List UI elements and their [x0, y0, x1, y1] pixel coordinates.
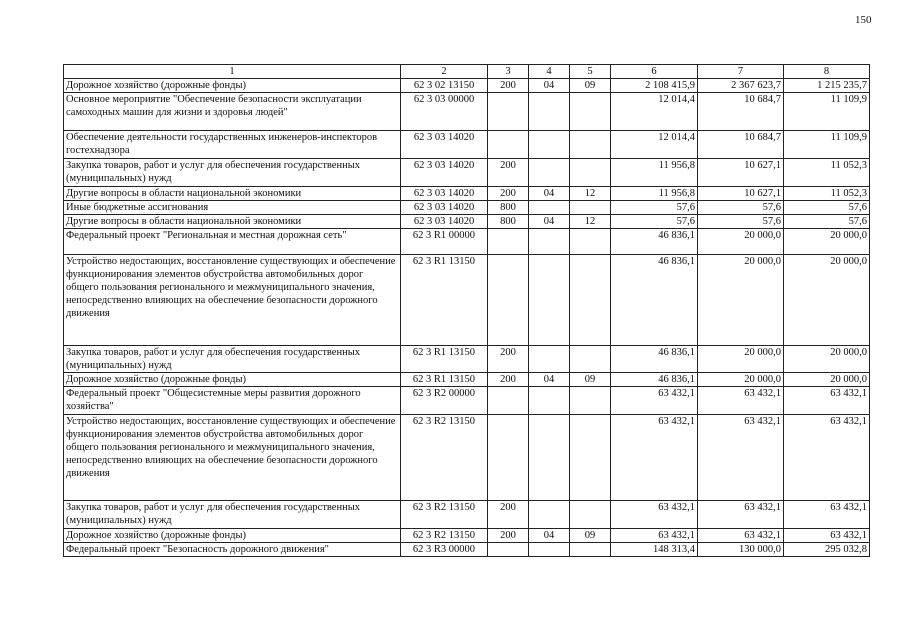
column-header: 4 [529, 65, 570, 79]
expense-type-cell [488, 93, 529, 131]
row-name-cell: Основное мероприятие "Обеспечение безопасности эксплуатации самоходных машин для жизни и здоровья людей" [64, 93, 401, 131]
column-header: 6 [611, 65, 698, 79]
subsection-cell [570, 345, 611, 372]
column-header: 1 [64, 65, 401, 79]
section-cell [529, 500, 570, 528]
subsection-cell [570, 500, 611, 528]
expense-type-cell: 800 [488, 200, 529, 214]
amount-col8-cell: 63 432,1 [784, 387, 870, 414]
budget-code-cell: 62 3 R2 13150 [401, 500, 488, 528]
row-name-cell: Другие вопросы в области национальной экономики [64, 186, 401, 200]
budget-code-cell: 62 3 R1 13150 [401, 373, 488, 387]
amount-col7-cell: 63 432,1 [698, 414, 784, 500]
table-row [64, 254, 870, 345]
section-cell [529, 228, 570, 254]
amount-col7-cell: 20 000,0 [698, 228, 784, 254]
section-cell [529, 414, 570, 500]
expense-type-cell [488, 542, 529, 556]
page-number: 150 [855, 14, 872, 26]
budget-code-cell: 62 3 R2 13150 [401, 414, 488, 500]
amount-col7-cell: 130 000,0 [698, 542, 784, 556]
subsection-cell [570, 131, 611, 159]
row-name-cell: Дорожное хозяйство (дорожные фонды) [64, 528, 401, 542]
expense-type-cell: 200 [488, 373, 529, 387]
section-cell [529, 159, 570, 186]
amount-col7-cell: 57,6 [698, 214, 784, 228]
amount-col8-cell: 11 052,3 [784, 159, 870, 186]
expense-type-cell [488, 254, 529, 345]
amount-col6-cell: 57,6 [611, 214, 698, 228]
subsection-cell [570, 228, 611, 254]
subsection-cell: 09 [570, 528, 611, 542]
expense-type-cell [488, 414, 529, 500]
table-row [64, 500, 870, 528]
table-row [64, 159, 870, 186]
amount-col6-cell: 46 836,1 [611, 228, 698, 254]
table-row [64, 93, 870, 131]
subsection-cell: 09 [570, 79, 611, 93]
amount-col6-cell: 11 956,8 [611, 186, 698, 200]
section-cell [529, 254, 570, 345]
subsection-cell: 12 [570, 186, 611, 200]
amount-col7-cell: 20 000,0 [698, 254, 784, 345]
subsection-cell [570, 254, 611, 345]
section-cell [529, 387, 570, 414]
column-header: 3 [488, 65, 529, 79]
row-name-cell: Закупка товаров, работ и услуг для обеспечения государственных (муниципальных) нужд [64, 500, 401, 528]
expense-type-cell [488, 131, 529, 159]
section-cell [529, 93, 570, 131]
expense-type-cell [488, 387, 529, 414]
expense-type-cell [488, 228, 529, 254]
expense-type-cell: 200 [488, 528, 529, 542]
table-row [64, 228, 870, 254]
row-name-cell: Дорожное хозяйство (дорожные фонды) [64, 373, 401, 387]
amount-col7-cell: 10 684,7 [698, 93, 784, 131]
amount-col7-cell: 10 684,7 [698, 131, 784, 159]
table-row [64, 79, 870, 93]
table-row [64, 186, 870, 200]
amount-col7-cell: 20 000,0 [698, 345, 784, 372]
budget-code-cell: 62 3 R2 00000 [401, 387, 488, 414]
budget-code-cell: 62 3 03 14020 [401, 200, 488, 214]
section-cell [529, 200, 570, 214]
budget-code-cell: 62 3 03 00000 [401, 93, 488, 131]
amount-col8-cell: 57,6 [784, 214, 870, 228]
row-name-cell: Другие вопросы в области национальной экономики [64, 214, 401, 228]
table-row [64, 131, 870, 159]
expense-type-cell: 200 [488, 159, 529, 186]
row-name-cell: Дорожное хозяйство (дорожные фонды) [64, 79, 401, 93]
budget-code-cell: 62 3 R2 13150 [401, 528, 488, 542]
amount-col8-cell: 11 109,9 [784, 93, 870, 131]
section-cell [529, 542, 570, 556]
expense-type-cell: 200 [488, 345, 529, 372]
budget-code-cell: 62 3 R1 13150 [401, 254, 488, 345]
section-cell: 04 [529, 186, 570, 200]
amount-col8-cell: 20 000,0 [784, 373, 870, 387]
table-header-row [64, 65, 870, 79]
section-cell: 04 [529, 528, 570, 542]
amount-col8-cell: 63 432,1 [784, 414, 870, 500]
amount-col8-cell: 20 000,0 [784, 254, 870, 345]
amount-col7-cell: 2 367 623,7 [698, 79, 784, 93]
amount-col6-cell: 63 432,1 [611, 414, 698, 500]
row-name-cell: Устройство недостающих, восстановление существующих и обеспечение функционирования элементов обустройства автомобильных дорог общего пользования регионального и межмуниципального значения, непосредственно влияющих на обеспечение безопасности дорожного движения [64, 414, 401, 500]
amount-col6-cell: 63 432,1 [611, 528, 698, 542]
amount-col6-cell: 12 014,4 [611, 131, 698, 159]
section-cell: 04 [529, 373, 570, 387]
amount-col6-cell: 2 108 415,9 [611, 79, 698, 93]
amount-col8-cell: 63 432,1 [784, 500, 870, 528]
row-name-cell: Федеральный проект "Безопасность дорожного движения" [64, 542, 401, 556]
amount-col7-cell: 10 627,1 [698, 159, 784, 186]
amount-col6-cell: 12 014,4 [611, 93, 698, 131]
budget-code-cell: 62 3 R1 00000 [401, 228, 488, 254]
amount-col7-cell: 10 627,1 [698, 186, 784, 200]
table-row [64, 387, 870, 414]
table-row [64, 345, 870, 372]
subsection-cell [570, 414, 611, 500]
row-name-cell: Обеспечение деятельности государственных инженеров-инспекторов гостехнадзора [64, 131, 401, 159]
amount-col8-cell: 20 000,0 [784, 228, 870, 254]
budget-code-cell: 62 3 R3 00000 [401, 542, 488, 556]
amount-col6-cell: 57,6 [611, 200, 698, 214]
subsection-cell [570, 542, 611, 556]
expense-type-cell: 800 [488, 214, 529, 228]
amount-col6-cell: 46 836,1 [611, 254, 698, 345]
row-name-cell: Иные бюджетные ассигнования [64, 200, 401, 214]
budget-code-cell: 62 3 03 14020 [401, 186, 488, 200]
amount-col7-cell: 63 432,1 [698, 528, 784, 542]
column-header: 5 [570, 65, 611, 79]
row-name-cell: Федеральный проект "Региональная и местная дорожная сеть" [64, 228, 401, 254]
amount-col8-cell: 11 109,9 [784, 131, 870, 159]
budget-code-cell: 62 3 R1 13150 [401, 345, 488, 372]
amount-col8-cell: 295 032,8 [784, 542, 870, 556]
budget-code-cell: 62 3 03 14020 [401, 159, 488, 186]
amount-col6-cell: 11 956,8 [611, 159, 698, 186]
expense-type-cell: 200 [488, 79, 529, 93]
table-row [64, 528, 870, 542]
section-cell: 04 [529, 214, 570, 228]
column-header: 7 [698, 65, 784, 79]
subsection-cell [570, 159, 611, 186]
subsection-cell [570, 200, 611, 214]
budget-code-cell: 62 3 03 14020 [401, 131, 488, 159]
amount-col7-cell: 57,6 [698, 200, 784, 214]
amount-col8-cell: 57,6 [784, 200, 870, 214]
amount-col7-cell: 63 432,1 [698, 387, 784, 414]
budget-code-cell: 62 3 02 13150 [401, 79, 488, 93]
budget-code-cell: 62 3 03 14020 [401, 214, 488, 228]
amount-col8-cell: 63 432,1 [784, 528, 870, 542]
column-header: 8 [784, 65, 870, 79]
row-name-cell: Закупка товаров, работ и услуг для обеспечения государственных (муниципальных) нужд [64, 159, 401, 186]
section-cell: 04 [529, 79, 570, 93]
amount-col6-cell: 148 313,4 [611, 542, 698, 556]
amount-col6-cell: 63 432,1 [611, 500, 698, 528]
amount-col7-cell: 20 000,0 [698, 373, 784, 387]
budget-table [63, 64, 870, 557]
column-header: 2 [401, 65, 488, 79]
amount-col6-cell: 63 432,1 [611, 387, 698, 414]
amount-col7-cell: 63 432,1 [698, 500, 784, 528]
table-row [64, 200, 870, 214]
subsection-cell [570, 93, 611, 131]
section-cell [529, 131, 570, 159]
amount-col6-cell: 46 836,1 [611, 345, 698, 372]
expense-type-cell: 200 [488, 186, 529, 200]
expense-type-cell: 200 [488, 500, 529, 528]
row-name-cell: Устройство недостающих, восстановление существующих и обеспечение функционирования элементов обустройства автомобильных дорог общего пользования регионального и межмуниципального значения, непосредственно влияющих на обеспечение безопасности дорожного движения [64, 254, 401, 345]
row-name-cell: Федеральный проект "Общесистемные меры развития дорожного хозяйства" [64, 387, 401, 414]
amount-col8-cell: 1 215 235,7 [784, 79, 870, 93]
subsection-cell: 12 [570, 214, 611, 228]
subsection-cell [570, 387, 611, 414]
amount-col8-cell: 20 000,0 [784, 345, 870, 372]
amount-col6-cell: 46 836,1 [611, 373, 698, 387]
table-row [64, 214, 870, 228]
row-name-cell: Закупка товаров, работ и услуг для обеспечения государственных (муниципальных) нужд [64, 345, 401, 372]
table-row [64, 414, 870, 500]
table-row [64, 542, 870, 556]
section-cell [529, 345, 570, 372]
amount-col8-cell: 11 052,3 [784, 186, 870, 200]
table-row [64, 373, 870, 387]
subsection-cell: 09 [570, 373, 611, 387]
